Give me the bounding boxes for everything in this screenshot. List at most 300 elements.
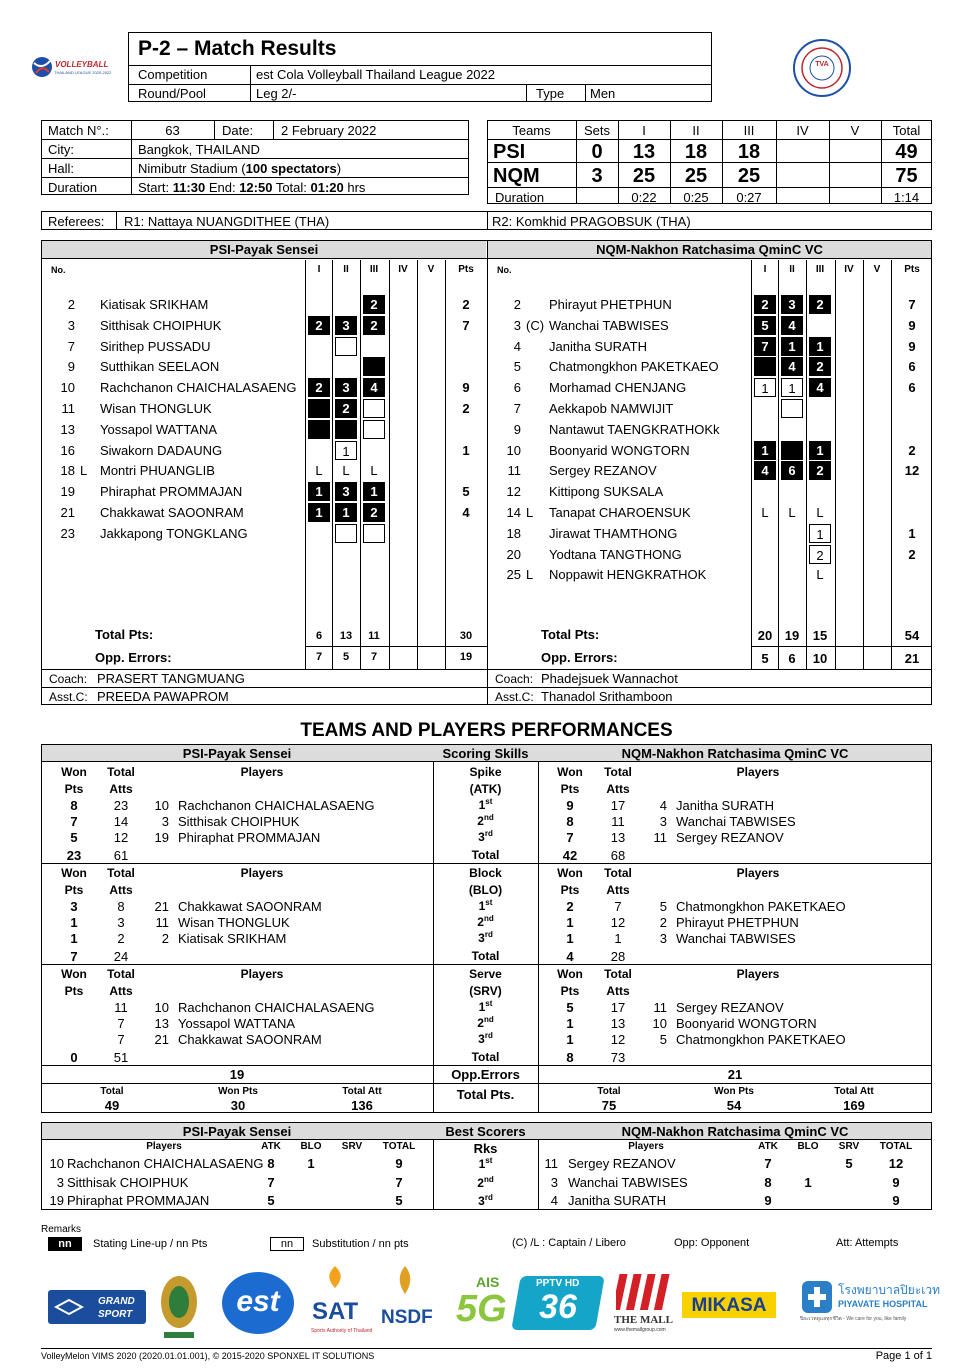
- league-logo-subtext: THAILAND LEAGUE 2020-2022: [54, 70, 112, 75]
- legend-sub-box: nn: [270, 1237, 304, 1251]
- roster-set-box-0-10-0: 1: [308, 503, 330, 522]
- perf-total-label-0: Total: [471, 848, 500, 862]
- roster-libero-mark-0-8-0: L: [315, 463, 323, 479]
- perf-name-a-2-0: Rachchanon CHAICHALASAENG: [178, 1000, 375, 1015]
- roster-player-tag-1-10: L: [526, 505, 534, 520]
- perf-tot-won-b-0: 42: [562, 848, 578, 863]
- perf-team-b-name: NQM-Nakhon Ratchasima QminC VC: [621, 746, 849, 761]
- roster-set-box-1-7-0: 1: [754, 441, 776, 460]
- roster-player-name-1-7: Boonyarid WONGTORN: [549, 442, 690, 458]
- best-team-b-name: NQM-Nakhon Ratchasima QminC VC: [621, 1124, 849, 1139]
- best-srv-1-0: 5: [845, 1156, 853, 1171]
- roster-player-no-1-9: 12: [506, 484, 521, 500]
- perf-no-b-0-2: 11: [653, 830, 667, 845]
- perf-won-b-0-1: 8: [566, 814, 574, 829]
- roster-set-opp-0-0: 7: [315, 651, 323, 663]
- perf-total-h-a-1: Total: [107, 866, 135, 880]
- rank-number: 3: [478, 931, 485, 945]
- best-no-0-0: 10: [49, 1156, 64, 1171]
- roster-no-header-0: No.: [51, 265, 66, 275]
- best-players-h-0: Players: [146, 1141, 182, 1152]
- duration-value: Start: 11:30 End: 12:50 Total: 01:20 hrs: [138, 180, 366, 195]
- perf-won-h-b-0: Won: [557, 765, 583, 779]
- perf-tot-won-a-1: 7: [70, 949, 78, 964]
- roster-player-name-1-5: Aekkapob NAMWIJIT: [549, 401, 674, 416]
- roster-player-no-0-4: 10: [60, 380, 75, 396]
- best-name-0-2: Phiraphat PROMMAJAN: [67, 1193, 210, 1208]
- roster-player-name-0-6: Yossapol WATTANA: [100, 421, 218, 437]
- roster-set-box-1-12-2: 2: [809, 545, 831, 564]
- score-set-2-header: II: [692, 123, 700, 138]
- perf-players-h-b-0: Players: [736, 765, 780, 779]
- score-teams-header: Teams: [512, 123, 551, 138]
- best-title: Best Scorers: [445, 1124, 526, 1139]
- roster-set-box-0-5-2: [363, 399, 385, 418]
- roster-set-box-1-0-2: 2: [809, 295, 831, 314]
- roster-player-no-1-0: 2: [513, 297, 521, 312]
- perf-opp-a: 19: [229, 1067, 245, 1082]
- sum-total-1: 75: [601, 1098, 617, 1113]
- perf-att-b-1-0: 7: [614, 899, 622, 914]
- rank-suffix: rd: [484, 1031, 493, 1040]
- rank-suffix: st: [485, 898, 493, 907]
- perf-att-a-0-1: 14: [113, 814, 129, 829]
- roster-player-name-1-1: Wanchai TABWISES: [549, 317, 669, 333]
- asst-name-0: PREEDA PAWAPROM: [97, 689, 229, 704]
- roster-set-total-0-1: 13: [339, 630, 353, 642]
- perf-tot-won-a-0: 23: [66, 848, 82, 863]
- roster-set-box-0-11-2: [363, 524, 385, 543]
- perf-no-a-1-0: 21: [154, 899, 169, 914]
- perf-rank-2-0: [433, 1000, 538, 1013]
- grand-sport-text-1: GRAND: [98, 1296, 135, 1307]
- best-rank-1: [433, 1176, 538, 1189]
- roster-player-no-1-13: 25: [506, 567, 521, 583]
- sum-won-0: 30: [230, 1098, 246, 1113]
- roster-player-no-1-1: 3: [513, 317, 521, 333]
- roster-set-box-1-1-1: 4: [781, 316, 803, 335]
- roster-set-box-1-3-2: 2: [809, 357, 831, 376]
- roster-player-tag-1-13: L: [526, 567, 534, 583]
- rank-suffix: nd: [483, 914, 494, 923]
- best-atk-0-2: 5: [267, 1193, 275, 1208]
- best-tot-0-1: 7: [395, 1174, 403, 1190]
- hospital-name: PIYAVATE HOSPITAL: [838, 1299, 928, 1309]
- roster-set-opp-1-0: 5: [761, 651, 769, 666]
- roster-player-tag-0-8: L: [80, 463, 88, 479]
- score-duration-label: Duration: [495, 190, 545, 205]
- best-tot-0-0: 9: [395, 1156, 403, 1171]
- perf-won-h-a-1: Won: [61, 866, 87, 880]
- best-team-a-name: PSI-Payak Sensei: [182, 1124, 292, 1139]
- roster-player-name-1-8: Sergey REZANOV: [549, 463, 657, 479]
- best-rank-0: [433, 1157, 538, 1170]
- rank-number: 2: [477, 1016, 484, 1030]
- perf-no-b-1-2: 3: [659, 931, 667, 946]
- roster-player-pts-0-10: 4: [462, 505, 470, 520]
- roster-player-name-0-8: Montri PHUANGLIB: [100, 463, 215, 479]
- perf-no-a-0-2: 19: [154, 830, 169, 845]
- perf-players-h-a-1: Players: [240, 866, 284, 880]
- remarks-title: Remarks: [41, 1224, 82, 1235]
- perf-no-b-1-0: 5: [659, 899, 667, 914]
- roster-set-box-0-6-0: [308, 420, 330, 439]
- score-set-5-header: V: [850, 123, 860, 138]
- perf-rank-1-1: [433, 915, 538, 928]
- perf-att-a-2-0: 11: [114, 1000, 128, 1015]
- score-duration-1: 0:25: [683, 190, 709, 205]
- roster-player-pts-1-11: 1: [908, 525, 916, 541]
- perf-name-a-0-2: Phiraphat PROMMAJAN: [178, 830, 321, 845]
- best-atk-0-1: 7: [267, 1174, 275, 1190]
- perf-players-h-a-2: Players: [240, 967, 284, 981]
- roster-team-name-0: PSI-Payak Sensei: [209, 242, 319, 257]
- sat-logo-subtext: Sports Authority of Thailand: [311, 1328, 373, 1334]
- perf-won-a-0-2: 5: [70, 830, 78, 845]
- roster-set-box-0-2-1: [335, 337, 357, 356]
- rank-number: 3: [478, 1194, 485, 1208]
- roster-player-name-0-11: Jakkapong TONGKLANG: [100, 525, 248, 541]
- roster-set-box-0-1-2: 2: [363, 316, 385, 335]
- best-no-1-0: 11: [544, 1156, 558, 1171]
- round-label: Round/Pool: [138, 86, 206, 101]
- type-label: Type: [536, 86, 565, 101]
- page-title: P-2 – Match Results: [138, 37, 337, 60]
- roster-player-no-1-7: 10: [506, 442, 521, 458]
- roster-set-box-0-10-2: 2: [363, 503, 385, 522]
- perf-total-h-b-1: Total: [604, 866, 632, 880]
- roster-set-box-1-2-2: 1: [809, 337, 831, 356]
- score-duration-2: 0:27: [736, 190, 762, 205]
- roster-libero-mark-0-8-1: L: [342, 463, 350, 479]
- duration-label: Duration: [48, 180, 98, 195]
- roster-player-pts-1-7: 2: [908, 442, 916, 458]
- perf-total-h-a-0: Total: [107, 765, 135, 779]
- best-rks-header: Rks: [473, 1141, 498, 1156]
- roster-set-box-0-9-0: 1: [308, 482, 330, 501]
- performance-title: TEAMS AND PLAYERS PERFORMANCES: [300, 720, 673, 741]
- roster-set-total-1-2: 15: [812, 628, 828, 643]
- roster-no-header-1: No.: [497, 265, 512, 275]
- roster-player-pts-0-1: 7: [462, 317, 470, 333]
- perf-no-b-0-1: 3: [659, 814, 667, 829]
- perf-won-h-a-2: Won: [61, 967, 87, 981]
- roster-player-no-0-1: 3: [67, 317, 75, 333]
- roster-player-pts-1-1: 9: [908, 317, 916, 333]
- score-team-1: NQM: [493, 165, 540, 187]
- match-no-label: Match N°.:: [48, 123, 109, 138]
- rank-suffix: nd: [483, 1174, 494, 1184]
- perf-name-b-1-1: Phirayut PHETPHUN: [676, 915, 799, 930]
- perf-tot-att-a-2: 51: [113, 1050, 129, 1065]
- perf-name-a-0-1: Sitthisak CHOIPHUK: [178, 814, 300, 829]
- perf-players-h-a-0: Players: [240, 765, 284, 779]
- roster-set-box-1-4-2: 4: [809, 378, 831, 397]
- asst-label-1: Asst.C:: [495, 690, 534, 704]
- roster-player-no-0-5: 11: [61, 401, 75, 416]
- perf-pts-h-b-0: Pts: [560, 782, 580, 796]
- score-set-points-1-2: 25: [737, 165, 761, 187]
- perf-won-h-a-0: Won: [61, 765, 87, 779]
- perf-name-b-2-0: Sergey REZANOV: [676, 1000, 784, 1015]
- roster-set-box-1-3-0: [754, 357, 776, 376]
- roster-player-name-1-12: Yodtana TANGTHONG: [549, 546, 682, 562]
- legend-starting-box: nn: [48, 1237, 82, 1251]
- roster-set-box-1-8-0: 4: [754, 461, 776, 480]
- roster-set-header-0-1: II: [343, 264, 349, 275]
- perf-rank-1-2: [433, 931, 538, 944]
- sum-att-0: 136: [351, 1098, 373, 1113]
- roster-player-pts-1-3: 6: [908, 359, 916, 375]
- best-blo-0-0: 1: [307, 1156, 315, 1171]
- roster-player-pts-0-7: 1: [462, 442, 470, 458]
- grand-sport-text-2: SPORT: [98, 1309, 133, 1320]
- best-name-1-0: Sergey REZANOV: [568, 1156, 676, 1171]
- perf-att-a-2-2: 7: [117, 1032, 125, 1047]
- perf-att-a-2-1: 7: [117, 1016, 125, 1031]
- score-total-1: 75: [895, 165, 918, 187]
- perf-att-b-2-1: 13: [610, 1016, 626, 1031]
- roster-set-box-1-2-0: 7: [754, 337, 776, 356]
- type-value: Men: [590, 86, 616, 101]
- roster-set-box-0-4-1: 3: [335, 378, 357, 397]
- perf-att-b-1-1: 12: [610, 915, 626, 930]
- roster-set-box-1-5-1: [781, 399, 803, 418]
- perf-no-a-2-2: 21: [154, 1032, 169, 1047]
- best-tot-1-2: 9: [892, 1193, 900, 1208]
- perf-tot-won-a-2: 0: [70, 1050, 78, 1065]
- sat-logo-text: SAT: [312, 1298, 359, 1325]
- perf-total-h-b-2: Total: [604, 967, 632, 981]
- perf-team-a-name: PSI-Payak Sensei: [182, 746, 292, 761]
- referee-1: R1: Nattaya NUANGDITHEE (THA): [124, 214, 330, 229]
- perf-total-h-b-0: Total: [604, 765, 632, 779]
- roster-player-no-0-10: 21: [60, 505, 75, 520]
- grand-sport-emblem-icon: [54, 1298, 84, 1316]
- perf-name-b-2-2: Chatmongkhon PAKETKAEO: [676, 1032, 846, 1047]
- score-set-points-1-0: 25: [632, 165, 656, 187]
- roster-player-pts-1-0: 7: [908, 297, 916, 312]
- roster-set-box-0-10-1: 1: [335, 503, 357, 522]
- perf-rank-0-2: [433, 830, 538, 843]
- best-tot-1-0: 12: [888, 1156, 904, 1171]
- tva-seal-icon: [792, 38, 852, 98]
- roster-player-name-1-6: Nantawut TAENGKRATHOKk: [549, 421, 720, 437]
- roster-set-box-0-9-2: 1: [363, 482, 385, 501]
- roster-set-box-0-4-2: 4: [363, 378, 385, 397]
- the-mall-icon: [616, 1272, 670, 1312]
- coach-name-0: PRASERT TANGMUANG: [97, 671, 245, 686]
- ministry-emblem-icon: [156, 1270, 202, 1342]
- perf-pts-h-a-1: Pts: [64, 883, 84, 897]
- rank-number: 2: [477, 814, 484, 828]
- sum-total-h-1: Total: [597, 1086, 621, 1097]
- perf-att-a-0-0: 23: [113, 798, 129, 813]
- perf-att-a-1-1: 3: [117, 915, 125, 930]
- perf-won-a-0-0: 8: [70, 798, 78, 813]
- roster-player-no-1-6: 9: [513, 421, 521, 437]
- perf-name-b-0-1: Wanchai TABWISES: [676, 814, 796, 829]
- best-atk-1-1: 8: [764, 1174, 772, 1190]
- sum-total-h-0: Total: [100, 1086, 124, 1097]
- roster-libero-mark-1-10-0: L: [761, 505, 769, 520]
- asst-name-1: Thanadol Srithamboon: [541, 689, 673, 704]
- the-mall-subtext: www.themallgroup.com: [614, 1327, 666, 1333]
- perf-no-b-2-0: 11: [653, 1000, 667, 1015]
- perf-players-h-b-2: Players: [736, 967, 780, 981]
- rank-suffix: st: [485, 797, 493, 806]
- perf-tot-won-b-1: 4: [566, 949, 574, 964]
- perf-pts-h-a-2: Pts: [64, 984, 84, 998]
- perf-rank-0-0: [433, 798, 538, 811]
- perf-won-a-1-0: 3: [70, 899, 78, 914]
- rank-suffix: nd: [483, 1015, 494, 1024]
- perf-att-a-0-2: 12: [113, 830, 129, 845]
- city-value: Bangkok, THAILAND: [138, 142, 260, 157]
- perf-att-b-1-2: 1: [614, 931, 622, 946]
- roster-set-box-1-1-0: 5: [754, 316, 776, 335]
- roster-player-tag-1-1: (C): [526, 317, 545, 333]
- best-atk-h-1: ATK: [758, 1141, 778, 1152]
- roster-player-name-1-13: Noppawit HENGKRATHOK: [549, 567, 707, 583]
- referees-label: Referees:: [48, 214, 105, 229]
- perf-no-a-0-0: 10: [154, 798, 169, 813]
- roster-player-pts-1-8: 12: [904, 463, 920, 479]
- legend-starting-text: Stating Line-up / nn Pts: [93, 1238, 208, 1250]
- rank-number: 1: [478, 899, 486, 913]
- perf-skill-abbr-1: (BLO): [468, 883, 503, 897]
- perf-att-b-0-0: 17: [610, 798, 626, 813]
- roster-player-no-0-3: 9: [67, 359, 75, 375]
- roster-player-name-1-4: Morhamad CHENJANG: [549, 380, 687, 396]
- roster-set-box-1-3-1: 4: [781, 357, 803, 376]
- rank-suffix: st: [485, 999, 493, 1008]
- roster-set-box-1-0-0: 2: [754, 295, 776, 314]
- perf-won-a-0-1: 7: [70, 814, 78, 829]
- hall-label: Hall:: [48, 161, 75, 176]
- roster-player-name-1-2: Janitha SURATH: [549, 338, 648, 354]
- perf-skill-abbr-0: (ATK): [469, 782, 502, 796]
- the-mall-text: THE MALL: [614, 1314, 673, 1326]
- perf-tot-won-b-2: 8: [566, 1050, 574, 1065]
- perf-att-b-0-1: 11: [611, 814, 625, 829]
- competition-value: est Cola Volleyball Thailand League 2022: [256, 67, 495, 82]
- perf-atts-h-a-0: Atts: [109, 782, 133, 796]
- best-atk-h-0: ATK: [261, 1141, 281, 1152]
- perf-won-a-1-2: 1: [70, 931, 78, 946]
- best-name-1-1: Wanchai TABWISES: [568, 1174, 688, 1190]
- perf-name-b-0-0: Janitha SURATH: [676, 798, 775, 813]
- roster-set-opp-1-2: 10: [812, 651, 828, 666]
- perf-won-b-1-1: 1: [566, 915, 574, 930]
- perf-won-h-b-1: Won: [557, 866, 583, 880]
- perf-pts-h-b-1: Pts: [560, 883, 580, 897]
- roster-set-box-1-4-1: 1: [781, 378, 803, 397]
- sum-won-h-0: Won Pts: [218, 1086, 258, 1097]
- roster-set-header-0-4: V: [427, 264, 435, 275]
- perf-att-a-1-0: 8: [117, 899, 125, 914]
- perf-won-b-1-0: 2: [566, 899, 574, 914]
- perf-att-a-1-2: 2: [117, 931, 125, 946]
- roster-player-no-1-4: 6: [513, 380, 521, 396]
- perf-name-a-1-1: Wisan THONGLUK: [178, 915, 290, 930]
- roster-set-box-0-3-2: [363, 357, 385, 376]
- score-set-points-0-2: 18: [737, 141, 761, 163]
- best-tot-0-2: 5: [395, 1193, 403, 1208]
- rank-suffix: rd: [484, 1193, 493, 1202]
- legend-captain: (C) /L : Captain / Libero: [512, 1237, 626, 1249]
- referee-2: R2: Komkhid PRAGOBSUK (THA): [492, 214, 691, 229]
- best-no-1-1: 3: [550, 1174, 558, 1190]
- perf-skill-abbr-2: (SRV): [469, 984, 502, 998]
- roster-player-name-0-3: Sutthikan SEELAON: [100, 359, 220, 375]
- nsdf-logo-text: NSDF: [381, 1307, 433, 1328]
- perf-total-label-2: Total: [471, 1050, 500, 1064]
- best-srv-h-0: SRV: [341, 1141, 363, 1152]
- roster-set-header-0-3: IV: [398, 264, 408, 275]
- roster-player-no-1-3: 5: [513, 359, 521, 375]
- roster-set-total-1-1: 19: [784, 628, 800, 643]
- perf-no-a-1-2: 2: [161, 931, 169, 946]
- roster-player-pts-0-5: 2: [462, 401, 470, 416]
- perf-atts-h-b-0: Atts: [606, 782, 630, 796]
- roster-set-opp-0-2: 7: [370, 651, 378, 663]
- perf-name-b-1-0: Chatmongkhon PAKETKAEO: [676, 899, 846, 914]
- roster-total-sum-1: 54: [904, 628, 920, 643]
- rank-number: 1: [478, 798, 486, 812]
- roster-set-opp-0-1: 5: [342, 651, 350, 663]
- perf-tot-att-b-2: 73: [610, 1050, 626, 1065]
- roster-player-name-1-3: Chatmongkhon PAKETKAEO: [549, 359, 719, 375]
- sat-flame-icon: [322, 1264, 348, 1290]
- score-sets-header: Sets: [583, 123, 610, 138]
- roster-total-sum-0: 30: [459, 630, 473, 642]
- perf-name-a-1-0: Chakkawat SAOONRAM: [178, 899, 322, 914]
- roster-player-pts-1-4: 6: [908, 380, 916, 396]
- perf-name-b-0-2: Sergey REZANOV: [676, 830, 784, 845]
- roster-set-box-1-8-2: 2: [809, 461, 831, 480]
- round-value: Leg 2/-: [256, 86, 297, 101]
- roster-set-header-1-1: II: [789, 264, 795, 275]
- roster-player-name-0-2: Sirithep PUSSADU: [100, 338, 211, 354]
- competition-label: Competition: [138, 67, 208, 82]
- roster-set-box-0-1-1: 3: [335, 316, 357, 335]
- roster-set-opp-1-1: 6: [788, 651, 796, 666]
- roster-opp-sum-1: 21: [904, 651, 920, 666]
- score-set-1-header: I: [642, 123, 646, 138]
- city-label: City:: [48, 142, 74, 157]
- roster-opp-sum-0: 19: [459, 651, 473, 663]
- perf-won-b-0-2: 7: [566, 830, 574, 845]
- roster-set-header-1-0: I: [763, 264, 767, 275]
- roster-player-no-0-9: 19: [60, 484, 75, 500]
- roster-pts-header-0: Pts: [458, 264, 474, 275]
- roster-total-pts-label-1: Total Pts:: [541, 627, 600, 642]
- hospital-name-thai: โรงพยาบาลปิยะเวท: [838, 1283, 940, 1297]
- roster-set-header-1-2: III: [815, 264, 825, 275]
- pptv-logo-text: PPTV HD: [536, 1278, 580, 1289]
- best-blo-h-0: BLO: [300, 1141, 322, 1152]
- perf-rank-0-1: [433, 814, 538, 827]
- perf-total-h-a-2: Total: [107, 967, 135, 981]
- best-atk-1-2: 9: [764, 1193, 772, 1208]
- roster-set-total-1-0: 20: [757, 628, 773, 643]
- roster-player-no-0-11: 23: [60, 525, 75, 541]
- perf-skill-header: Scoring Skills: [442, 746, 529, 761]
- hall-value: Nimibutr Stadium (100 spectators): [138, 161, 342, 176]
- roster-libero-mark-1-13-2: L: [816, 567, 824, 583]
- rank-number: 1: [478, 1157, 486, 1171]
